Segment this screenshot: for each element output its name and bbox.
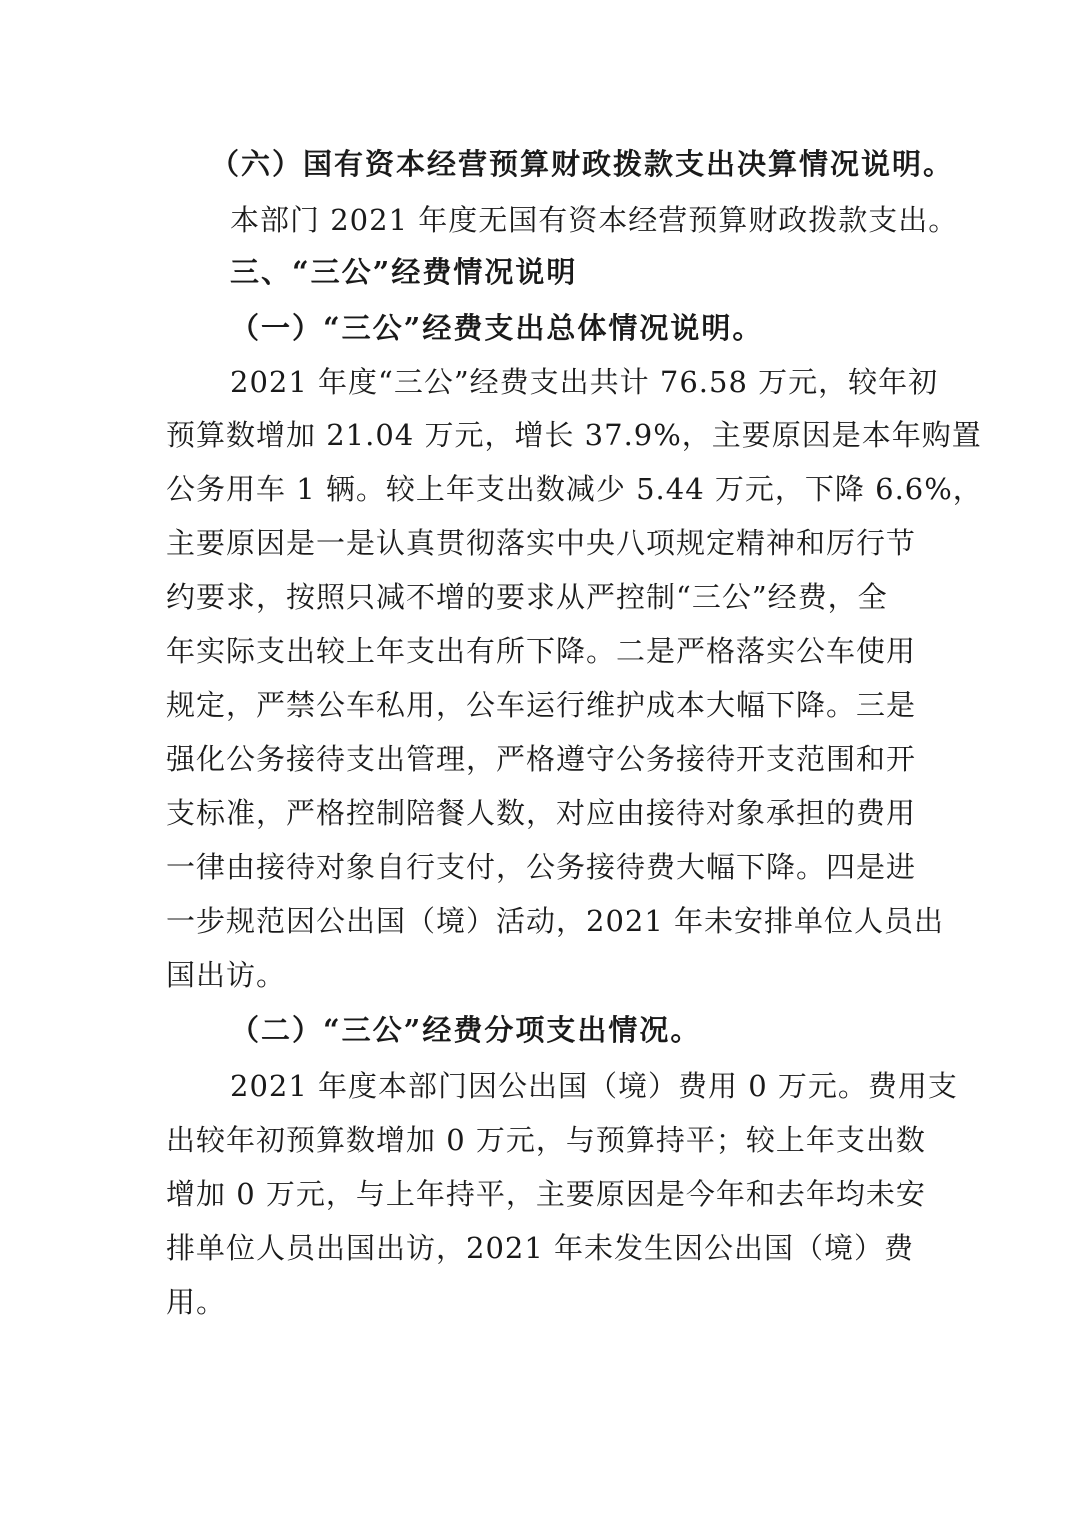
section-6-heading: （六）国有资本经营预算财政拨款支出决算情况说明。 [210,147,955,181]
part-3-heading: 三、“三公”经费情况说明 [230,255,578,289]
paragraph-line: 公务用车 1 辆。较上年支出数减少 5.44 万元，下降 6.6%， [166,472,983,506]
paragraph-line: 主要原因是一是认真贯彻落实中央八项规定精神和厉行节 [166,526,917,560]
paragraph-line: 国出访。 [166,958,287,992]
paragraph-line: 一步规范因公出国（境）活动，2021 年未安排单位人员出 [166,904,945,938]
paragraph-line: 2021 年度“三公”经费支出共计 76.58 万元，较年初 [230,365,939,399]
paragraph-line: 排单位人员出国出访，2021 年未发生因公出国（境）费 [166,1231,915,1265]
paragraph-line: 2021 年度本部门因公出国（境）费用 0 万元。费用支 [230,1069,958,1103]
paragraph-line: 出较年初预算数增加 0 万元，与预算持平；较上年支出数 [166,1123,926,1157]
paragraph-line: 规定，严禁公车私用，公车运行维护成本大幅下降。三是 [166,688,917,722]
paragraph-line: 一律由接待对象自行支付，公务接待费大幅下降。四是进 [166,850,917,884]
paragraph-line: 年实际支出较上年支出有所下降。二是严格落实公车使用 [166,634,917,668]
section-6-body: 本部门 2021 年度无国有资本经营预算财政拨款支出。 [230,203,959,237]
paragraph-line: 约要求，按照只减不增的要求从严控制“三公”经费，全 [166,580,888,614]
sub-1-heading: （一）“三公”经费支出总体情况说明。 [230,311,764,345]
paragraph-line: 用。 [166,1285,227,1319]
paragraph-line: 预算数增加 21.04 万元，增长 37.9%，主要原因是本年购置 [166,418,982,452]
paragraph-line: 增加 0 万元，与上年持平，主要原因是今年和去年均未安 [166,1177,926,1211]
sub-2-heading: （二）“三公”经费分项支出情况。 [230,1013,702,1047]
paragraph-line: 强化公务接待支出管理，严格遵守公务接待开支范围和开 [166,742,917,776]
paragraph-line: 支标准，严格控制陪餐人数，对应由接待对象承担的费用 [166,796,917,830]
